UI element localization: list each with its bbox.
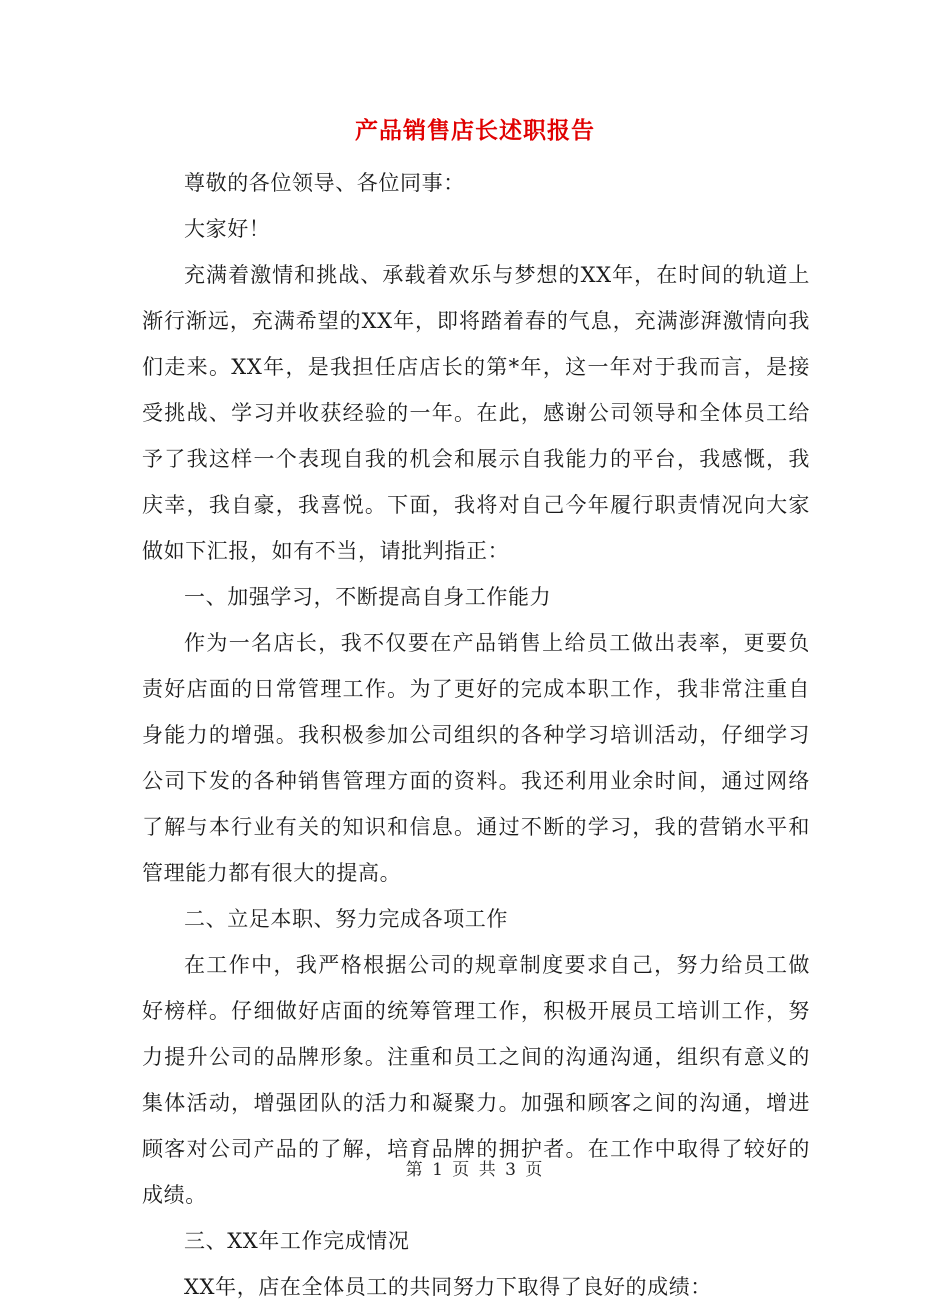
intro-paragraph: 充满着激情和挑战、承载着欢乐与梦想的XX年，在时间的轨道上渐行渐远，充满希望的XX年，即将踏着春的气息，充满澎湃激情向我们走来。XX年，是我担任店店长的第*年，这一年对于我而言，是接受挑战、学习并收获经验的一年。在此，感谢公司领导和全体员工给予了我这样一个表现自我的机会和展示自我能力的平台，我感慨，我庆幸，我自豪，我喜悦。下面，我将对自己今年履行职责情况向大家做如下汇报，如有不当，请批判指正：: [142, 263, 810, 563]
section-heading-3: 三、XX年工作完成情况: [184, 1229, 410, 1253]
section-heading-1: 一、加强学习，不断提高自身工作能力: [184, 585, 552, 609]
greeting-salutation: 尊敬的各位领导、各位同事：: [184, 171, 465, 195]
section-paragraph-3: XX年，店在全体员工的共同努力下取得了良好的成绩：: [184, 1275, 712, 1299]
section-paragraph-1: 作为一名店长，我不仅要在产品销售上给员工做出表率，更要负责好店面的日常管理工作。为了更好的完成本职工作，我非常注重自身能力的增强。我积极参加公司组织的各种学习培训活动，仔细学习公司下发的各种销售管理方面的资料。我还利用业余时间，通过网络了解与本行业有关的知识和信息。通过不断的学习，我的营销水平和管理能力都有很大的提高。: [142, 631, 810, 885]
page-number-footer: 第 1 页 共 3 页: [405, 1160, 545, 1180]
greeting-hello: 大家好！: [184, 217, 271, 241]
document-body: [142, 160, 810, 1310]
section-paragraph-2: 在工作中，我严格根据公司的规章制度要求自己，努力给员工做好榜样。仔细做好店面的统筹管理工作，积极开展员工培训工作，努力提升公司的品牌形象。注重和员工之间的沟通沟通，组织有意义的集体活动，增强团队的活力和凝聚力。加强和顾客之间的沟通，增进顾客对公司产品的了解，培育品牌的拥护者。在工作中取得了较好的成绩。: [142, 953, 810, 1207]
section-heading-2: 二、立足本职、努力完成各项工作: [184, 907, 508, 931]
document-title: 产品销售店长述职报告: [355, 118, 595, 144]
